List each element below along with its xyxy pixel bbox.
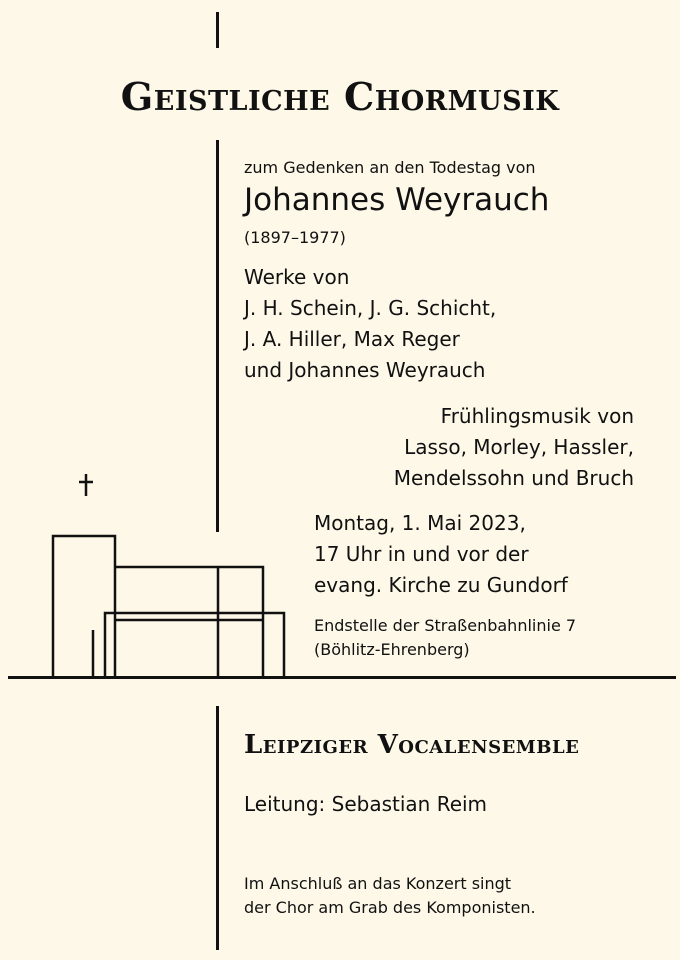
spring-music-line: Frühlingsmusik von: [440, 404, 634, 428]
vertical-divider-bottom: [216, 706, 219, 950]
church-icon: [0, 460, 300, 680]
event-block: [314, 508, 568, 601]
event-line: 17 Uhr in und vor der: [314, 542, 529, 566]
works-line: J. A. Hiller, Max Reger: [244, 327, 460, 351]
page-title: Geistliche Chormusik: [120, 74, 560, 119]
spring-music-line: Lasso, Morley, Hassler,: [404, 435, 634, 459]
ensemble-leader: Leitung: Sebastian Reim: [244, 792, 488, 816]
works-line: und Johannes Weyrauch: [244, 358, 486, 382]
event-line: Montag, 1. Mai 2023,: [314, 511, 526, 535]
spring-music-line: Mendelssohn und Bruch: [393, 466, 634, 490]
composer-years: (1897–1977): [244, 228, 346, 247]
dedication-intro: zum Gedenken an den Todestag von: [244, 158, 536, 177]
note-line: der Chor am Grab des Komponisten.: [244, 898, 536, 917]
spring-music-block: [394, 401, 634, 494]
vertical-divider-top: [216, 12, 219, 48]
note-block: [244, 872, 536, 920]
works-line: Werke von: [244, 265, 350, 289]
note-line: Im Anschluß an das Konzert singt: [244, 874, 512, 893]
transit-line: (Böhlitz-Ehrenberg): [314, 640, 470, 659]
composer-name: Johannes Weyrauch: [244, 182, 550, 218]
works-block: [244, 262, 496, 386]
event-line: evang. Kirche zu Gundorf: [314, 573, 568, 597]
ensemble-name: Leipziger Vocalensemble: [244, 730, 580, 760]
transit-line: Endstelle der Straßenbahnlinie 7: [314, 616, 577, 635]
transit-block: [314, 614, 576, 662]
works-line: J. H. Schein, J. G. Schicht,: [244, 296, 497, 320]
